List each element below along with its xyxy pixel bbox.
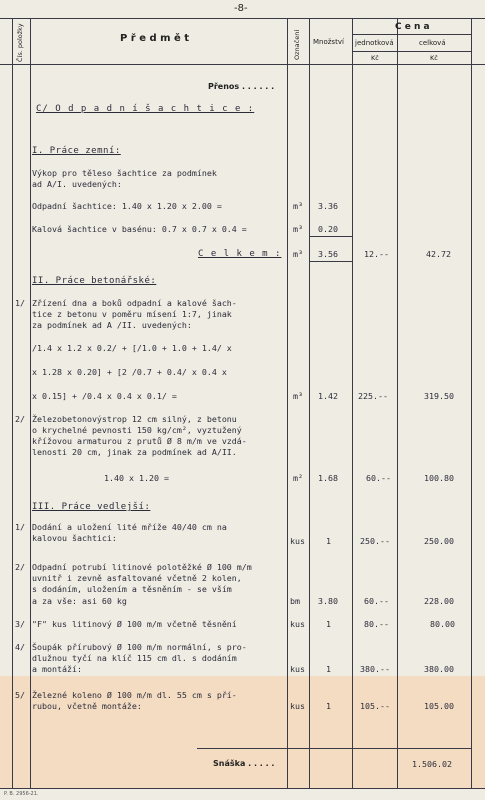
item-text: a za vše: asi 60 kg xyxy=(32,596,127,606)
unit-value: kus xyxy=(290,536,305,546)
item-text: lenosti 20 cm, jinak za podmínek ad A/II. xyxy=(32,447,237,457)
unit-price-value: 380.-- xyxy=(360,664,390,674)
item-number: 4/ xyxy=(15,642,25,652)
total-price-value: 228.00 xyxy=(424,596,454,606)
price-header-divider xyxy=(352,51,471,52)
column-divider xyxy=(471,18,472,788)
quantity-value: 0.20 xyxy=(318,224,338,234)
item-text: "F" kus litinový Ø 100 m/m včetně těsnění xyxy=(32,619,237,629)
item-text: ad A/I. uvedených: xyxy=(32,179,122,189)
item-text: Odpadní šachtice: 1.40 x 1.20 x 2.00 = xyxy=(32,201,222,211)
item-text: křížovou armaturou z prutů Ø 8 m/m ve vzdá- xyxy=(32,436,247,446)
sum-label: Snáška . . . . . xyxy=(213,759,275,768)
quantity-value: 1 xyxy=(326,619,331,629)
item-text: tice z betonu v poměru mísení 1:7, jinak xyxy=(32,309,232,319)
header-total-price: celková xyxy=(419,39,446,47)
item-text: Železné koleno Ø 100 m/m dl. 55 cm s pří- xyxy=(32,690,237,700)
column-divider xyxy=(397,18,398,788)
item-text: Výkop pro těleso šachtice za podmínek xyxy=(32,168,217,178)
part-title: I. Práce zemní: xyxy=(32,146,121,156)
item-text: za podmínek ad A /II. uvedených: xyxy=(32,320,192,330)
header-bottom-border xyxy=(0,64,485,65)
column-divider xyxy=(309,18,310,788)
item-number: 2/ xyxy=(15,562,25,572)
item-number: 2/ xyxy=(15,414,25,424)
quantity-value: 1 xyxy=(326,536,331,546)
total-price-value: 80.00 xyxy=(430,619,455,629)
item-text: Dodání a uložení lité mříže 40/40 cm na xyxy=(32,522,227,532)
item-text: kalovou šachtici: xyxy=(32,533,117,543)
quantity-value: 1 xyxy=(326,664,331,674)
unit-price-value: 12.-- xyxy=(364,249,389,259)
item-text: Šoupák přírubový Ø 100 m/m normální, s pro- xyxy=(32,642,247,652)
item-text: s dodáním, uložením a těsněním - se vším xyxy=(32,584,232,594)
page-number: -8- xyxy=(234,3,248,14)
table-bottom-border xyxy=(0,788,485,789)
header-subject: P ř e d m ě t xyxy=(120,33,190,44)
unit-price-value: 60.-- xyxy=(366,473,391,483)
unit-price-value: 225.-- xyxy=(358,391,388,401)
table-top-border xyxy=(0,18,485,19)
item-text: uvnitř i zevně asfaltované včetně 2 kolen, xyxy=(32,573,242,583)
sum-row-top-border xyxy=(197,748,471,749)
unit-price-value: 80.-- xyxy=(364,619,389,629)
item-number: 1/ xyxy=(15,522,25,532)
formula-line: 1.40 x 1.20 = xyxy=(104,473,169,483)
header-unit-price: jednotková xyxy=(355,39,394,47)
unit-price-value: 105.-- xyxy=(360,701,390,711)
unit-value: kus xyxy=(290,664,305,674)
header-unit: Označení xyxy=(293,29,301,60)
column-divider xyxy=(30,18,31,788)
header-price: C e n a xyxy=(395,22,430,32)
sum-rule xyxy=(309,261,352,262)
quantity-value: 1.68 xyxy=(318,473,338,483)
unit-value: bm xyxy=(290,596,300,606)
unit-value: m² xyxy=(293,473,303,483)
unit-price-value: 250.-- xyxy=(360,536,390,546)
part-title: II. Práce betonářské: xyxy=(32,276,157,286)
total-price-value: 105.00 xyxy=(424,701,454,711)
total-price-value: 319.50 xyxy=(424,391,454,401)
header-currency: Kč xyxy=(430,54,438,62)
unit-value: m³ xyxy=(293,391,303,401)
column-divider xyxy=(352,18,353,788)
quantity-value: 1 xyxy=(326,701,331,711)
item-number: 5/ xyxy=(15,690,25,700)
item-text: dlužnou tyčí na klíč 115 cm dl. s dodáním xyxy=(32,653,237,663)
sum-rule xyxy=(309,236,352,237)
unit-value: kus xyxy=(290,619,305,629)
formula-line: x 1.28 x 0.20] + [2 /0.7 + 0.4/ x 0.4 x xyxy=(32,367,227,377)
quantity-value: 3.36 xyxy=(318,201,338,211)
item-text: Kalová šachtice v basénu: 0.7 x 0.7 x 0.4 = xyxy=(32,224,247,234)
item-text: Železobetonovýstrop 12 cm silný, z betonu xyxy=(32,414,237,424)
unit-value: m³ xyxy=(293,249,303,259)
price-header-divider xyxy=(352,34,471,35)
section-title: C/ O d p a d n í š a c h t i c e : xyxy=(36,104,255,114)
item-text: Odpadní potrubí litinové polotěžké Ø 100 m/m xyxy=(32,562,252,572)
total-price-value: 100.80 xyxy=(424,473,454,483)
item-text: rubou, včetně montáže: xyxy=(32,701,142,711)
total-price-value: 380.00 xyxy=(424,664,454,674)
transfer-label: Přenos . . . . . . xyxy=(208,82,275,91)
header-currency: Kč xyxy=(371,54,379,62)
quantity-value: 3.56 xyxy=(318,249,338,259)
total-price-value: 42.72 xyxy=(426,249,451,259)
quantity-value: 1.42 xyxy=(318,391,338,401)
header-item-number: Čís. položky xyxy=(16,23,24,62)
item-number: 1/ xyxy=(15,298,25,308)
unit-value: m³ xyxy=(293,201,303,211)
part-title: III. Práce vedlejší: xyxy=(32,502,151,512)
column-divider xyxy=(287,18,288,788)
print-mark: P. B. 2956-21. xyxy=(4,791,39,797)
total-price-value: 250.00 xyxy=(424,536,454,546)
item-text: o krychelné pevnosti 150 kg/cm², vyztužený xyxy=(32,425,242,435)
quantity-value: 3.80 xyxy=(318,596,338,606)
formula-line: x 0.15] + /0.4 x 0.4 x 0.1/ = xyxy=(32,391,177,401)
sum-value: 1.506.02 xyxy=(412,759,452,769)
unit-price-value: 60.-- xyxy=(364,596,389,606)
header-quantity: Množství xyxy=(313,38,344,46)
unit-value: m³ xyxy=(293,224,303,234)
item-text: a montáží: xyxy=(32,664,82,674)
item-text: Zřízení dna a boků odpadní a kalové šach- xyxy=(32,298,237,308)
formula-line: /1.4 x 1.2 x 0.2/ + [/1.0 + 1.0 + 1.4/ x xyxy=(32,343,232,353)
item-number: 3/ xyxy=(15,619,25,629)
column-divider xyxy=(12,18,13,788)
total-label: C e l k e m : xyxy=(198,249,282,259)
unit-value: kus xyxy=(290,701,305,711)
